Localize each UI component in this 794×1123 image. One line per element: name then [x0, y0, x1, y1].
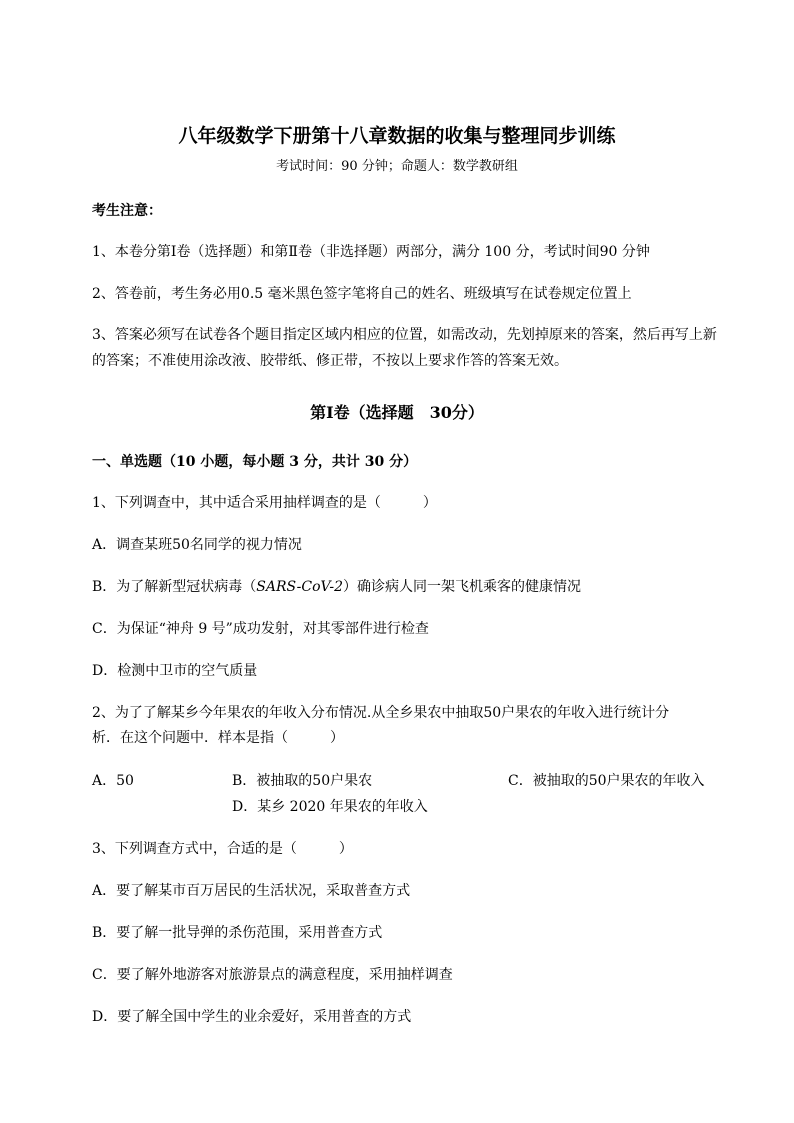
q1-stem: 1、下列调查中，其中适合采用抽样调查的是（ ）	[92, 495, 437, 511]
q3-option-a: A．要了解某市百万居民的生活状况，采取普查方式	[92, 883, 411, 899]
q1-option-b	[92, 578, 581, 596]
q2-option-a: A．50	[92, 773, 134, 789]
q1-option-b-prefix: B．为了解新型冠状病毒（	[92, 579, 257, 595]
q2-option-c: C．被抽取的50户果农的年收入	[508, 773, 705, 789]
q2-option-b: B．被抽取的50户果农	[232, 773, 373, 789]
q1-option-b-virus: SARS-CoV-2	[256, 579, 343, 595]
q2-stem-line-2: 析．在这个问题中．样本是指（ ）	[92, 730, 344, 746]
page-title: 八年级数学下册第十八章数据的收集与整理同步训练	[178, 125, 616, 147]
q3-stem: 3、下列调查方式中，合适的是（ ）	[92, 841, 353, 857]
notice-item-2: 2、答卷前，考生务必用0.5 毫米黑色签字笔将自己的姓名、班级填写在试卷规定位置上	[92, 286, 632, 302]
q3-option-b: B．要了解一批导弹的杀伤范围，采用普查方式	[92, 925, 383, 941]
q3-option-c: C．要了解外地游客对旅游景点的满意程度，采用抽样调查	[92, 967, 453, 983]
q1-option-c: C．为保证“神舟 9 号”成功发射，对其零部件进行检查	[92, 621, 429, 637]
notice-item-3-line-1: 3、答案必须写在试卷各个题目指定区域内相应的位置，如需改动，先划掉原来的答案，然后再写上新	[92, 327, 717, 343]
notice-heading: 考生注意：	[92, 203, 162, 219]
section-heading: 一、单选题（10 小题，每小题 3 分，共计 30 分）	[92, 454, 418, 470]
part1-title: 第Ⅰ卷（选择题 30分）	[310, 403, 484, 422]
notice-item-1: 1、本卷分第Ⅰ卷（选择题）和第Ⅱ卷（非选择题）两部分，满分 100 分，考试时间90 分钟	[92, 244, 650, 260]
q2-option-d: D．某乡 2020 年果农的年收入	[232, 799, 428, 815]
q3-option-d: D．要了解全国中学生的业余爱好，采用普查的方式	[92, 1009, 412, 1025]
q2-stem-line-1: 2、为了了解某乡今年果农的年收入分布情况.从全乡果农中抽取50户果农的年收入进行统计分	[92, 705, 670, 721]
q1-option-b-suffix: ）确诊病人同一架飞机乘客的健康情况	[342, 579, 581, 595]
q1-option-a: A．调查某班50名同学的视力情况	[92, 537, 302, 553]
exam-info: 考试时间：90 分钟；命题人：数学教研组	[276, 159, 518, 174]
notice-item-3-line-2: 的答案；不准使用涂改液、胶带纸、修正带，不按以上要求作答的答案无效。	[92, 353, 568, 369]
q1-option-d: D．检测中卫市的空气质量	[92, 663, 258, 679]
